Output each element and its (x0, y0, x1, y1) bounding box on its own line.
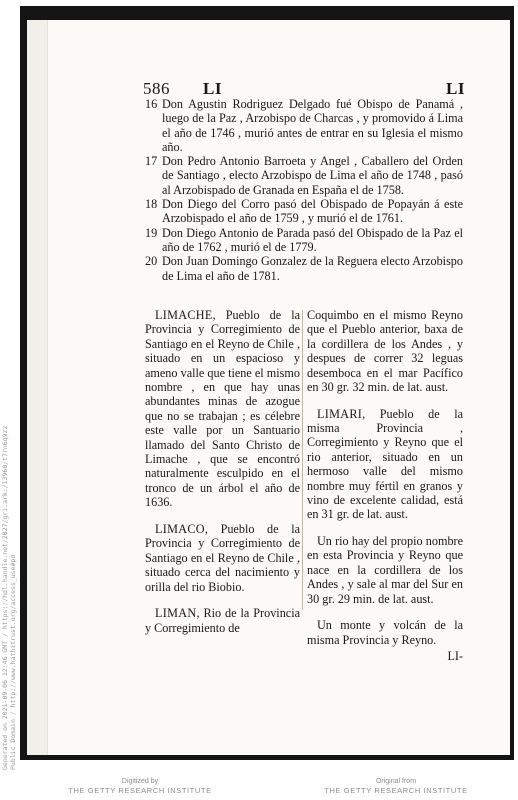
running-head-left: LI (203, 79, 222, 98)
entry-text: , Pueblo de la Provincia y Corregimiento de Santiago en el Reyno de Chile , situado cerca del nacimiento y orilla del rio Biobio. (145, 521, 300, 594)
entry-headword: LIMACHE (155, 308, 213, 322)
entry-rio (307, 534, 463, 606)
note-number: 19 (145, 225, 158, 240)
footer-digitized-label: Digitized by (121, 778, 159, 785)
running-head-right: LI (446, 79, 465, 98)
entry-headword: LIMACO (155, 521, 205, 536)
note-text: Don Diego Antonio de Parada pasó del Obispado de la Paz el año de 1762 , murió el de 1779. (162, 225, 463, 254)
entry-volcan (307, 618, 463, 647)
footer-digitized-institution: THE GETTY RESEARCH INSTITUTE (68, 786, 212, 795)
note-text: Don Juan Domingo Gonzalez de la Reguera electo Arzobispo de Lima el año de 1781. (162, 254, 463, 283)
entry-headword: LIMAN (155, 606, 197, 621)
entry-limaco (145, 522, 300, 594)
footer-original-institution: THE GETTY RESEARCH INSTITUTE (324, 786, 468, 795)
entry-liman (145, 606, 300, 635)
entry-text: Un rio hay del propio nombre en esta Provincia y Reyno que nace en la cordillera de los Andes , y sale al mar del Sur en 30 gr. 29 min. de lat. aust. (307, 534, 463, 606)
watermark-line-generated: Generated on 2021-09-06 12:46 GMT / https://hdl.handle.net/2027/gri.ark:/13960/t7rn6q9zz (1, 425, 9, 770)
entry-limache (145, 308, 300, 510)
entry-headword: LIMARI (317, 406, 363, 421)
footer-original (296, 778, 496, 795)
entry-limari (307, 407, 463, 522)
entry-text: Un monte y volcán de la misma Provincia y Reyno. (307, 618, 463, 647)
page-number: 586 (143, 79, 170, 98)
notes-list (145, 97, 463, 283)
note-item (145, 254, 463, 283)
note-text: Don Pedro Antonio Barroeta y Angel , Caballero del Orden de Santiago , electo Arzobispo de Lima el año de 1748 , pasó al Arzobispado de Granada en España el de 1758. (162, 154, 463, 197)
note-item (145, 197, 463, 226)
catchword: LI- (447, 649, 463, 664)
right-column (307, 308, 463, 664)
note-number: 18 (145, 197, 158, 212)
side-watermark-text (2, 426, 17, 770)
footer-digitized (40, 778, 240, 795)
note-number: 16 (145, 97, 158, 111)
left-column (145, 308, 300, 639)
note-text: Don Diego del Corro pasó del Obispado de Popayán á este Arzobispado el año de 1759 , y murió el de 1761. (162, 197, 463, 226)
entry-text: , Pueblo de la misma Provincia , Corregimiento y Reyno que el rio anterior, situado en un hermoso valle del mismo nombre muy fértil en granos y vino de excelente calidad, está en 31 gr. de lat. aust. (307, 406, 463, 522)
note-item (145, 226, 463, 255)
note-number: 20 (145, 254, 158, 269)
entry-text: , Rio de la Provincia y Corregimiento de (145, 606, 300, 635)
side-watermark (0, 425, 17, 780)
page-footer (0, 770, 518, 800)
note-item (145, 97, 463, 154)
entry-text: Coquimbo en el mismo Reyno que el Pueblo anterior, baxa de la cordillera de los Andes , y despues de correr 32 leguas desemboca en el mar Pacífico en 30 gr. 32 min. de lat. aust. (307, 308, 463, 395)
column-divider (302, 310, 303, 610)
note-item (145, 154, 463, 197)
watermark-line-domain: Public Domain / http://www.hathitrust.org/access_use#pd (8, 554, 17, 770)
note-text: Don Agustin Rodriguez Delgado fué Obispo de Panamá , luego de la Paz , Arzobispo de Charcas , y promovido á Lima el año de 1746 , murió antes de entrar en su Iglesia el mismo año. (162, 97, 463, 154)
entry-text: , Pueblo de la Provincia y Corregimiento de Santiago en el Reyno de Chile , situado en un espacioso y ameno valle que tiene el mismo nombre , en que hay unas abundantes minas de azogue que no se trabajan ; es célebre este valle por un Santuario llamado del Santo Christo de Limache , que se encontró naturalmente esculpido en el tronco de un árbol el año de 1636. (145, 308, 300, 510)
footer-original-label: Original from (375, 778, 417, 785)
note-number: 17 (145, 154, 158, 169)
entry-continuation (307, 308, 463, 394)
